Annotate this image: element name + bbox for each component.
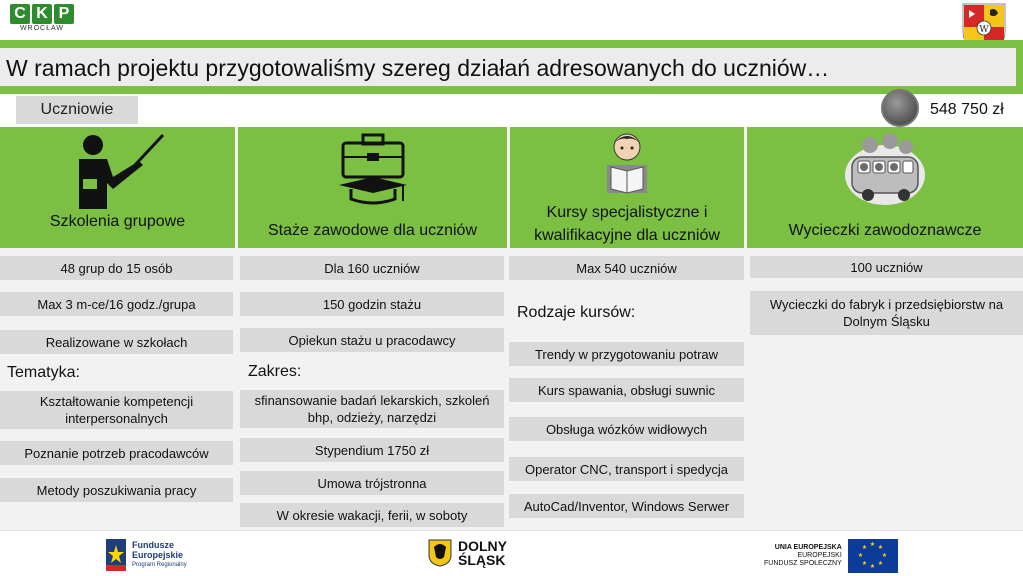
fe-line2: Europejskie: [132, 550, 184, 560]
list-item: Dla 160 uczniów: [240, 256, 504, 280]
column-header-trips: [747, 127, 1023, 248]
audience-tab[interactable]: Uczniowie: [16, 96, 138, 124]
list-item: Realizowane w szkołach: [0, 330, 233, 354]
student-reading-icon: [597, 131, 657, 195]
eagle-shield-icon: [428, 539, 452, 567]
list-item: AutoCad/Inventor, Windows Serwer: [509, 494, 744, 518]
list-item: Kształtowanie kompetencji interpersonalnych: [0, 391, 233, 429]
ds-line1: DOLNY: [458, 538, 507, 554]
title-bar: [0, 40, 1023, 94]
list-item: Stypendium 1750 zł: [240, 438, 504, 462]
bus-trip-icon: [840, 131, 930, 211]
footer: [0, 530, 1023, 576]
ckp-logo: [10, 4, 74, 34]
column-heading: Staże zawodowe dla uczniów: [267, 222, 477, 239]
svg-text:W: W: [979, 25, 989, 35]
fe-star-icon: [106, 539, 126, 571]
column-heading: Szkolenia grupowe: [49, 213, 186, 230]
dolny-slask-logo: [428, 539, 507, 567]
list-item: Wycieczki do fabryk i przedsiębiorstw na Dolnym Śląsku: [750, 291, 1023, 335]
eu-line3: FUNDUSZ SPOŁECZNY: [764, 560, 842, 567]
teacher-pointer-icon: [63, 131, 173, 215]
budget-amount: 548 750 zł: [930, 101, 1004, 118]
eu-line2: EUROPEJSKI: [797, 552, 842, 559]
logo-letter: K: [32, 4, 52, 24]
coin-icon: [881, 89, 919, 127]
eu-line1: UNIA EUROPEJSKA: [774, 544, 842, 551]
list-item: sfinansowanie badań lekarskich, szkoleń bhp, odzieży, narzędzi: [240, 390, 504, 428]
page-title: W ramach projektu przygotowaliśmy szereg działań adresowanych do uczniów…: [6, 55, 830, 81]
logo-letter: P: [54, 4, 74, 24]
list-item: Umowa trójstronna: [240, 471, 504, 495]
list-item: Metody poszukiwania pracy: [0, 478, 233, 502]
list-item: Trendy w przygotowaniu potraw: [509, 342, 744, 366]
column-header-courses: [510, 127, 744, 248]
logo-letter: C: [10, 4, 30, 24]
fe-line3: Program Regionalny: [132, 562, 187, 568]
column-heading: Wycieczki zawodoznawcze: [788, 222, 982, 239]
column-heading-line2: kwalifikacyjne dla uczniów: [534, 227, 720, 244]
briefcase-graduation-icon: [333, 131, 413, 211]
logo-subtitle: WROCŁAW: [19, 25, 65, 32]
column-header-internships: [238, 127, 507, 248]
list-item: Kurs spawania, obsługi suwnic: [509, 378, 744, 402]
eu-social-fund-logo: [764, 539, 898, 573]
list-item: 150 godzin stażu: [240, 292, 504, 316]
eu-flag-icon: ★ ★ ★ ★ ★ ★ ★ ★: [848, 539, 898, 573]
list-item: Max 3 m-ce/16 godz./grupa: [0, 292, 233, 316]
fe-line1: Fundusze: [132, 540, 174, 550]
list-item: 100 uczniów: [750, 256, 1023, 278]
list-item: Obsługa wózków widłowych: [509, 417, 744, 441]
section-label: Tematyka:: [7, 364, 80, 381]
list-item: Max 540 uczniów: [509, 256, 744, 280]
list-item: Operator CNC, transport i spedycja: [509, 457, 744, 481]
list-item: 48 grup do 15 osób: [0, 256, 233, 280]
section-label: Zakres:: [248, 363, 302, 380]
fundusze-europejskie-logo: [106, 539, 187, 571]
section-label: Rodzaje kursów:: [517, 304, 636, 321]
list-item: Poznanie potrzeb pracodawców: [0, 441, 233, 465]
column-header-group-training: [0, 127, 235, 248]
list-item: W okresie wakacji, ferii, w soboty: [240, 503, 504, 527]
list-item: Opiekun stażu u pracodawcy: [240, 328, 504, 352]
column-heading-line1: Kursy specjalistyczne i: [546, 204, 708, 221]
ds-line2: ŚLĄSK: [458, 552, 506, 568]
